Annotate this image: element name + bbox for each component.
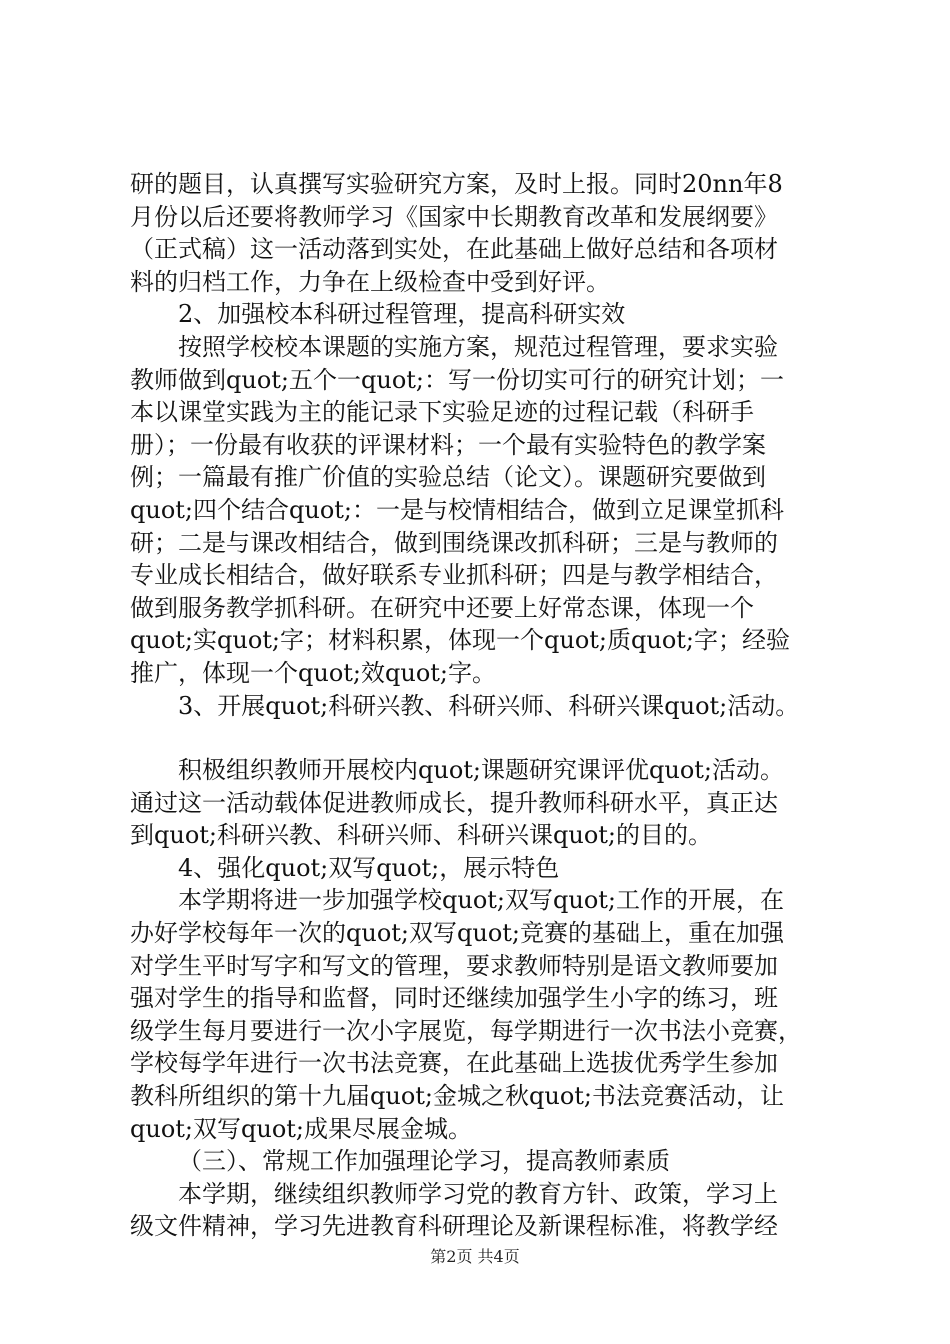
text-line: 料的归档工作，力争在上级检查中受到好评。 [130, 267, 610, 296]
text-line: 册）；一份最有收获的评课材料；一个最有实验特色的教学案 [130, 430, 766, 459]
text-line: 专业成长相结合，做好联系专业抓科研；四是与教学相结合， [130, 561, 778, 590]
text-line: 推广，体现一个quot;效quot;字。 [130, 658, 496, 687]
text-line: （三）、常规工作加强理论学习，提高教师素质 [178, 1147, 670, 1176]
text-line: 到quot;科研兴教、科研兴师、科研兴课quot;的目的。 [130, 821, 712, 850]
text-line: quot;双写quot;成果尽展金城。 [130, 1114, 472, 1143]
text-line: 本以课堂实践为主的能记录下实验足迹的过程记载（科研手 [130, 398, 754, 427]
text-line: 研的题目，认真撰写实验研究方案，及时上报。同时20nn年8 [130, 170, 783, 198]
text-line: quot;四个结合quot;：一是与校情相结合，做到立足课堂抓科 [130, 495, 784, 524]
text-line: 强对学生的指导和监督，同时还继续加强学生小字的练习，班 [130, 984, 778, 1013]
text-line: 积极组织教师开展校内quot;课题研究课评优quot;活动。 [178, 756, 784, 785]
text-line: 4、强化quot;双写quot;，展示特色 [178, 853, 560, 882]
text-line: 2、加强校本科研过程管理，提高科研实效 [178, 300, 626, 329]
page-footer: 第2页 共4页 [430, 1247, 520, 1266]
text-line: 研；二是与课改相结合，做到围绕课改抓科研；三是与教师的 [130, 528, 778, 557]
text-line: 做到服务教学抓科研。在研究中还要上好常态课，体现一个 [130, 593, 754, 622]
text-line: 通过这一活动载体促进教师成长，提升教师科研水平，真正达 [130, 788, 778, 817]
text-line: 办好学校每年一次的quot;双写quot;竞赛的基础上，重在加强 [130, 919, 784, 948]
text-line: 本学期，继续组织教师学习党的教育方针、政策，学习上 [178, 1179, 778, 1208]
text-line [130, 722, 835, 754]
text-line: 例；一篇最有推广价值的实验总结（论文）。课题研究要做到 [130, 463, 766, 492]
text-line: 级学生每月要进行一次小字展览，每学期进行一次书法小竞赛， [130, 1016, 802, 1045]
text-line: 按照学校校本课题的实施方案，规范过程管理，要求实验 [178, 332, 778, 361]
text-line: quot;实quot;字；材料积累，体现一个quot;质quot;字；经验 [130, 626, 790, 655]
text-line: 教师做到quot;五个一quot;：写一份切实可行的研究计划；一 [130, 365, 784, 394]
text-line: 级文件精神，学习先进教育科研理论及新课程标准，将教学经 [130, 1212, 778, 1241]
text-line: 教科所组织的第十九届quot;金城之秋quot;书法竞赛活动，让 [130, 1082, 784, 1111]
text-line: 本学期将进一步加强学校quot;双写quot;工作的开展，在 [178, 886, 784, 915]
text-line: （正式稿）这一活动落到实处，在此基础上做好总结和各项材 [130, 235, 778, 264]
text-line: 学校每学年进行一次书法竞赛，在此基础上选拔优秀学生参加 [130, 1049, 778, 1078]
text-line: 月份以后还要将教师学习《国家中长期教育改革和发展纲要》 [130, 202, 778, 231]
document-body [130, 168, 835, 1243]
text-line: 对学生平时写字和写文的管理，要求教师特别是语文教师要加 [130, 951, 778, 980]
text-line: 3、开展quot;科研兴教、科研兴师、科研兴课quot;活动。 [178, 691, 800, 720]
